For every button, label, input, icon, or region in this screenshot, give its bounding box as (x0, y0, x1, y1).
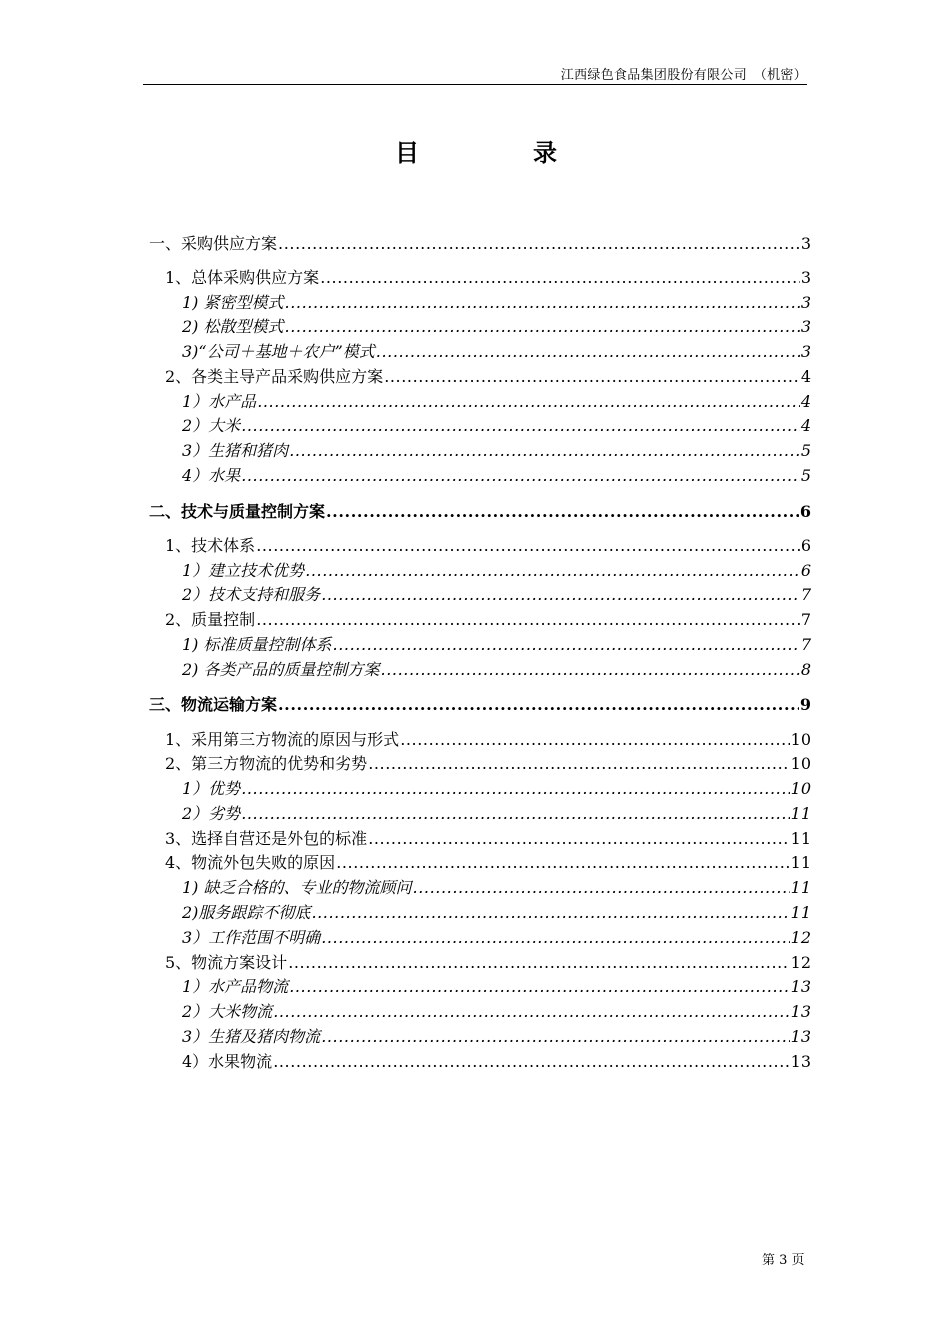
toc-entry-level3[interactable]: 1）水产品物流 ..... 13 (182, 976, 811, 998)
toc-entry-level2[interactable]: 5、物流方案设计 ..... 12 (165, 952, 811, 974)
toc-entry-level2[interactable]: 3、选择自营还是外包的标准 ..... 11 (165, 828, 811, 850)
toc-entry-level1[interactable]: 一、采购供应方案 ..... 3 (149, 233, 811, 255)
toc-entry-level2[interactable]: 2、各类主导产品采购供应方案 ..... 4 (165, 366, 811, 388)
toc-entry-level3[interactable]: 2）劣势 ..... 11 (182, 803, 811, 825)
toc-entry-level1[interactable]: 二、技术与质量控制方案 ..... 6 (149, 501, 811, 523)
toc-entry-level3[interactable]: 1）建立技术优势 ..... 6 (182, 560, 811, 582)
toc-entry-level3[interactable]: 3）生猪及猪肉物流 ..... 13 (182, 1026, 811, 1048)
toc-entry-level2[interactable]: 4、物流外包失败的原因 ..... 11 (165, 852, 811, 874)
toc-entry-level2[interactable]: 1、采用第三方物流的原因与形式 ..... 10 (165, 729, 811, 751)
toc-entry-level3[interactable]: 1) 缺乏合格的、专业的物流顾问 ..... 11 (182, 877, 811, 899)
toc-entry-level2[interactable]: 1、技术体系 ..... 6 (165, 535, 811, 557)
toc-entry-level3[interactable]: 2）大米物流 ..... 13 (182, 1001, 811, 1023)
toc-entry-level3[interactable]: 3)“公司＋基地＋农户”模式 ..... 3 (182, 341, 811, 363)
toc-entry-level3[interactable]: 1）优势 ..... 10 (182, 778, 811, 800)
header-company: 江西绿色食品集团股份有限公司 （机密） (560, 68, 807, 83)
toc-entry-level3[interactable]: 2)服务跟踪不彻底 ..... 11 (182, 902, 811, 924)
toc-entry-level3[interactable]: 4）水果物流 ..... 13 (182, 1051, 811, 1073)
title-char-1: 目 (395, 138, 419, 167)
page-number: 第 3 页 (762, 1253, 805, 1268)
toc-entry-level2[interactable]: 2、第三方物流的优势和劣势 ..... 10 (165, 753, 811, 775)
toc-entry-level2[interactable]: 1、总体采购供应方案 ..... 3 (165, 267, 811, 289)
page-title (0, 133, 950, 167)
page-header (143, 64, 807, 85)
toc-entry-level3[interactable]: 1) 标准质量控制体系 ..... 7 (182, 634, 811, 656)
toc-entry-level3[interactable]: 1）水产品 ..... 4 (182, 391, 811, 413)
toc-entry-level3[interactable]: 2）技术支持和服务 ..... 7 (182, 584, 811, 606)
toc-entry-level3[interactable]: 2) 松散型模式 ..... 3 (182, 316, 811, 338)
toc-entry-level3[interactable]: 4）水果 ..... 5 (182, 465, 811, 487)
toc-entry-level3[interactable]: 2）大米 ..... 4 (182, 415, 811, 437)
toc-entry-level3[interactable]: 3）工作范围不明确 ..... 12 (182, 927, 811, 949)
toc-entry-level3[interactable]: 3）生猪和猪肉 ..... 5 (182, 440, 811, 462)
title-char-2: 录 (533, 138, 557, 167)
toc-entry-level2[interactable]: 2、质量控制 ..... 7 (165, 609, 811, 631)
toc-entry-level3[interactable]: 1) 紧密型模式 ..... 3 (182, 292, 811, 314)
toc-entry-level3[interactable]: 2) 各类产品的质量控制方案 ..... 8 (182, 659, 811, 681)
toc-entry-level1[interactable]: 三、物流运输方案 ..... 9 (149, 694, 811, 716)
